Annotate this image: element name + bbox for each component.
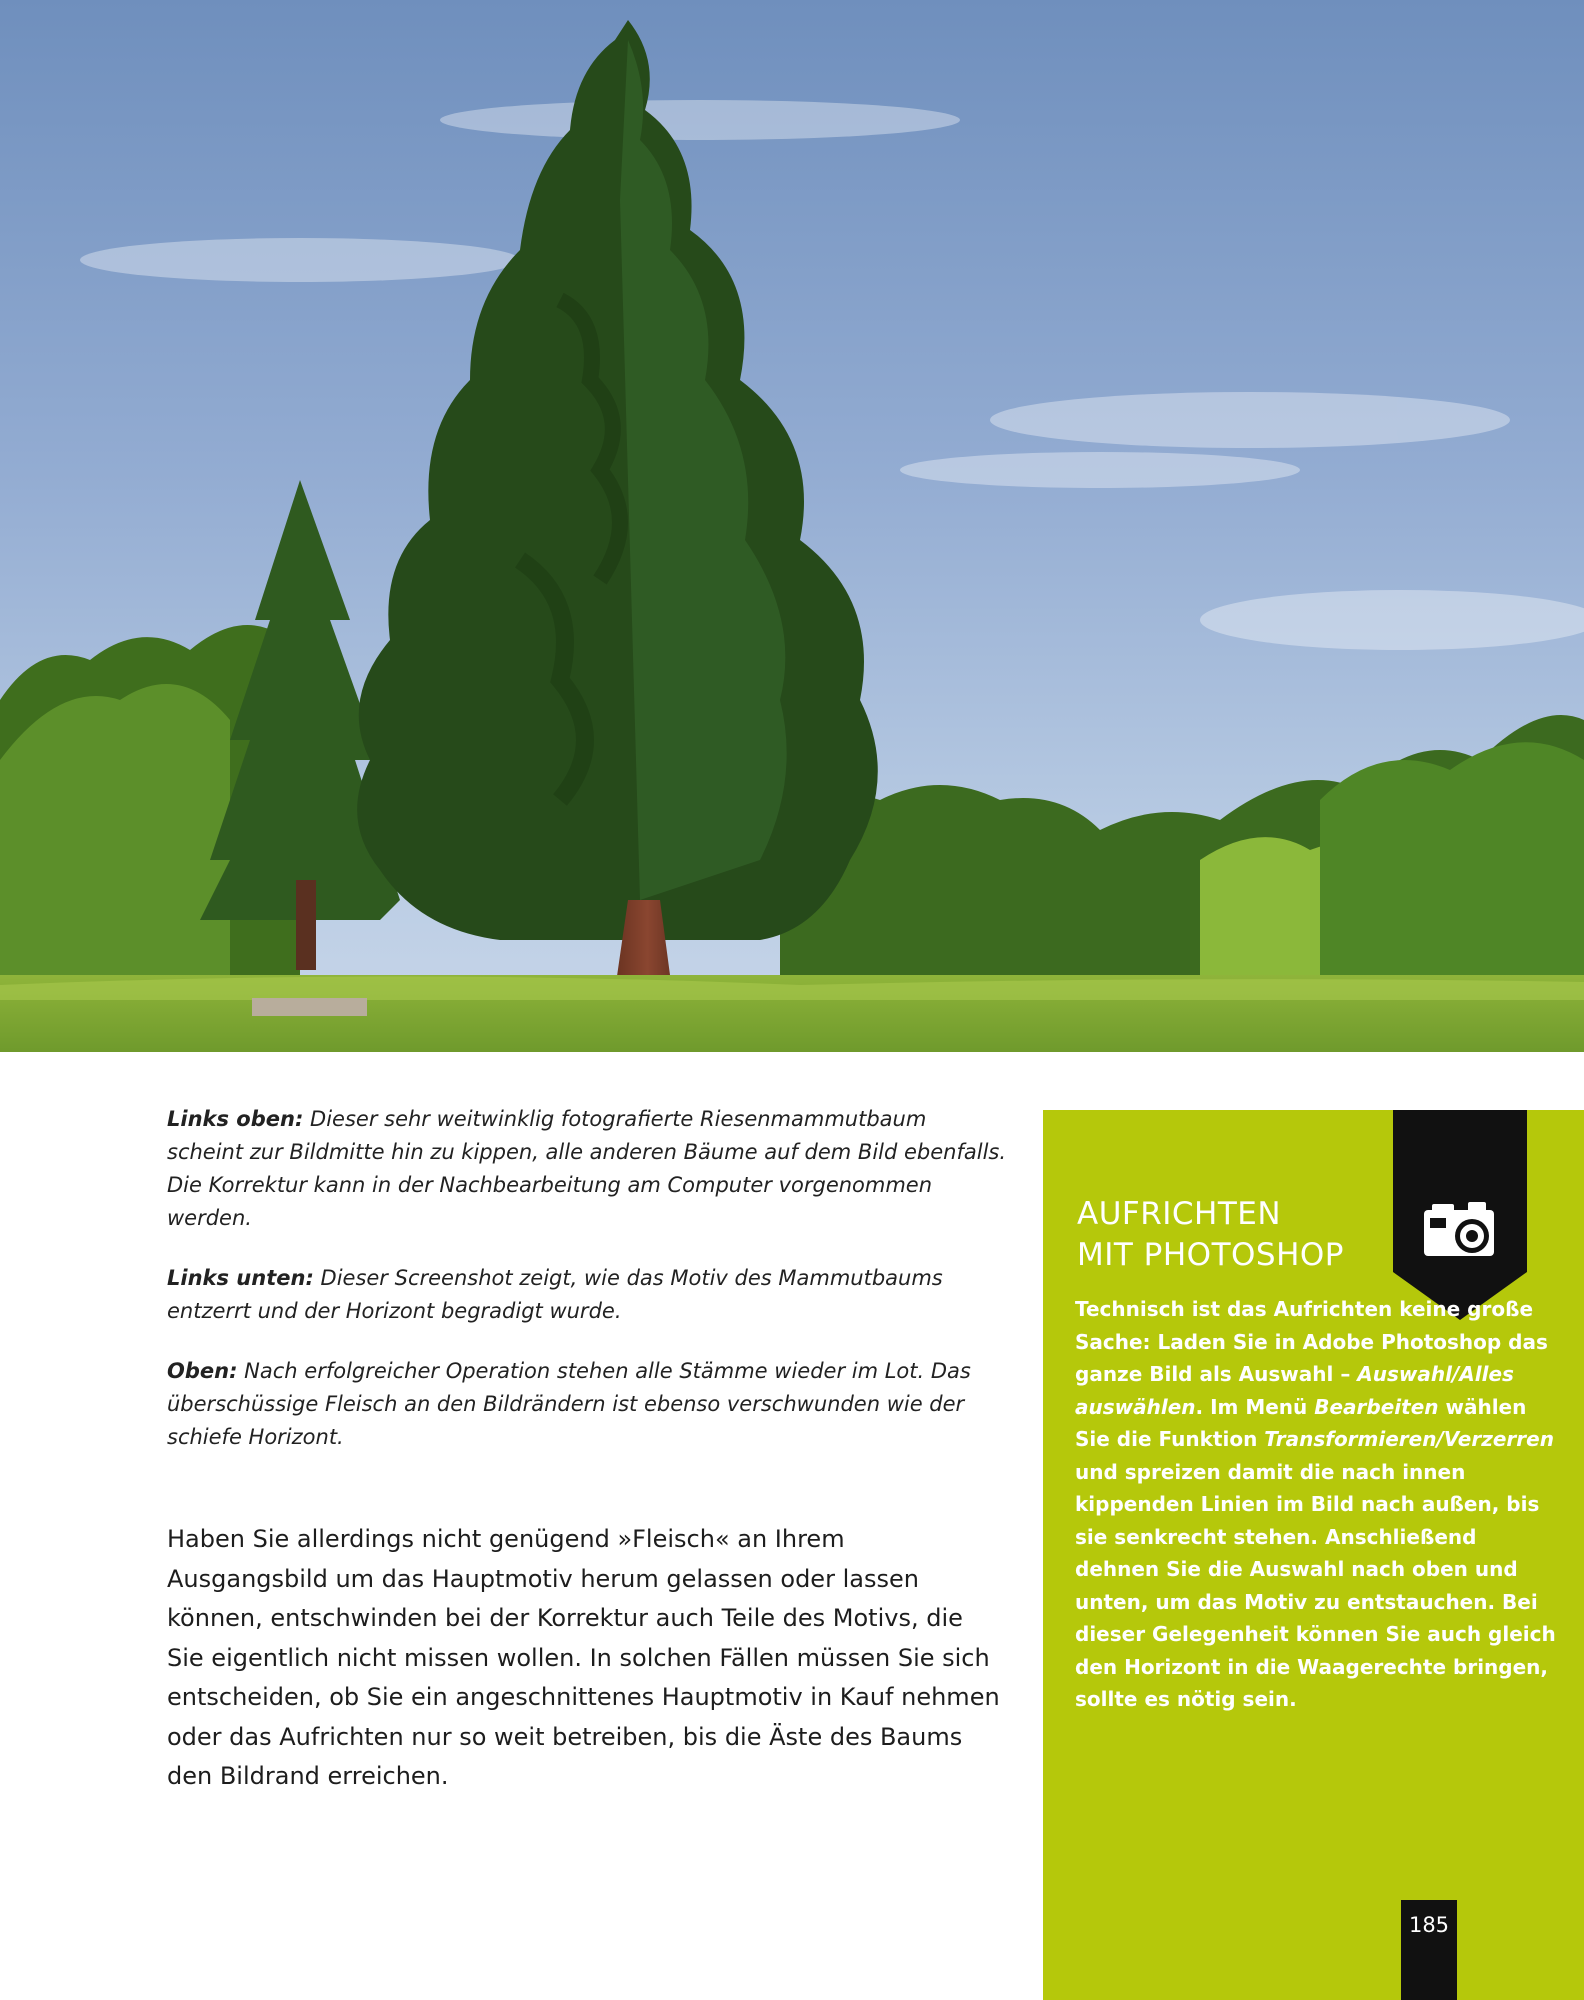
caption-text: Dieser sehr weitwinklig fotografierte Riesenmammutbaum scheint zur Bildmitte hin zu kippen, alle anderen Bäume auf dem Bild ebenfalls. Die Korrektur kann in der Nachbearbeitung am Computer vorgenommen werden.: [167, 1107, 1007, 1230]
tip-sidebar: [1043, 1110, 1584, 2000]
caption-lead: Links unten:: [167, 1266, 314, 1290]
body-paragraph: Haben Sie allerdings nicht genügend »Fleisch« an Ihrem Ausgangsbild um das Hauptmotiv herum gelassen oder lassen können, entschwinden bei der Korrektur auch Teile des Motivs, die Sie eigentlich nicht missen wollen. In solchen Fällen müssen Sie sich entscheiden, ob Sie ein angeschnittenes Hauptmotiv in Kauf nehmen oder das Aufrichten nur so weit betreiben, bis die Äste des Baums den Bildrand erreichen.: [167, 1525, 1000, 1790]
bookmark-ribbon: [1393, 1110, 1527, 1320]
caption-top: [167, 1355, 1007, 1454]
sidebar-menu-path: Auswahl/Alles auswählen: [1075, 1362, 1514, 1419]
sidebar-text-run: und spreizen damit die nach innen kippenden Linien im Bild nach außen, bis sie senkrecht stehen. Anschließend dehnen Sie die Auswahl nach oben und unten, um das Motiv zu entstauchen. Bei dieser Gelegenheit können Sie auch gleich den Horizont in die Waagerechte bringen, sollte es nötig sein.: [1075, 1459, 1556, 1711]
sidebar-title: [1077, 1194, 1407, 1276]
caption-bottom-left: [167, 1262, 1007, 1328]
sidebar-menu-path: Bearbeiten: [1314, 1394, 1439, 1419]
image-captions: [167, 1103, 1007, 1481]
camera-icon: [1424, 1202, 1494, 1256]
sidebar-title-line: MIT PHOTOSHOP: [1077, 1237, 1345, 1273]
sidebar-text-run: wählen Sie die Funktion: [1075, 1394, 1527, 1451]
sidebar-title-line: AUFRICHTEN: [1077, 1196, 1282, 1232]
caption-text: Nach erfolgreicher Operation stehen alle Stämme wieder im Lot. Das überschüssige Fleisch an den Bildrändern ist ebenso verschwunden wie der schiefe Horizont.: [167, 1359, 971, 1449]
sidebar-text-run: Technisch ist das Aufrichten keine große Sache: Laden Sie in Adobe Photoshop das ganze Bild als Auswahl –: [1075, 1297, 1548, 1386]
caption-top-left: [167, 1103, 1007, 1235]
sidebar-text: [1075, 1293, 1565, 1716]
caption-lead: Oben:: [167, 1359, 238, 1383]
page-number: 185: [1401, 1900, 1457, 2000]
caption-text: Dieser Screenshot zeigt, wie das Motiv des Mammutbaums entzerrt und der Horizont begradigt wurde.: [167, 1266, 943, 1323]
sidebar-text-run: . Im Menü: [1195, 1394, 1315, 1419]
caption-lead: Links oben:: [167, 1107, 304, 1131]
sidebar-menu-path: Transformieren/Verzerren: [1264, 1427, 1554, 1451]
